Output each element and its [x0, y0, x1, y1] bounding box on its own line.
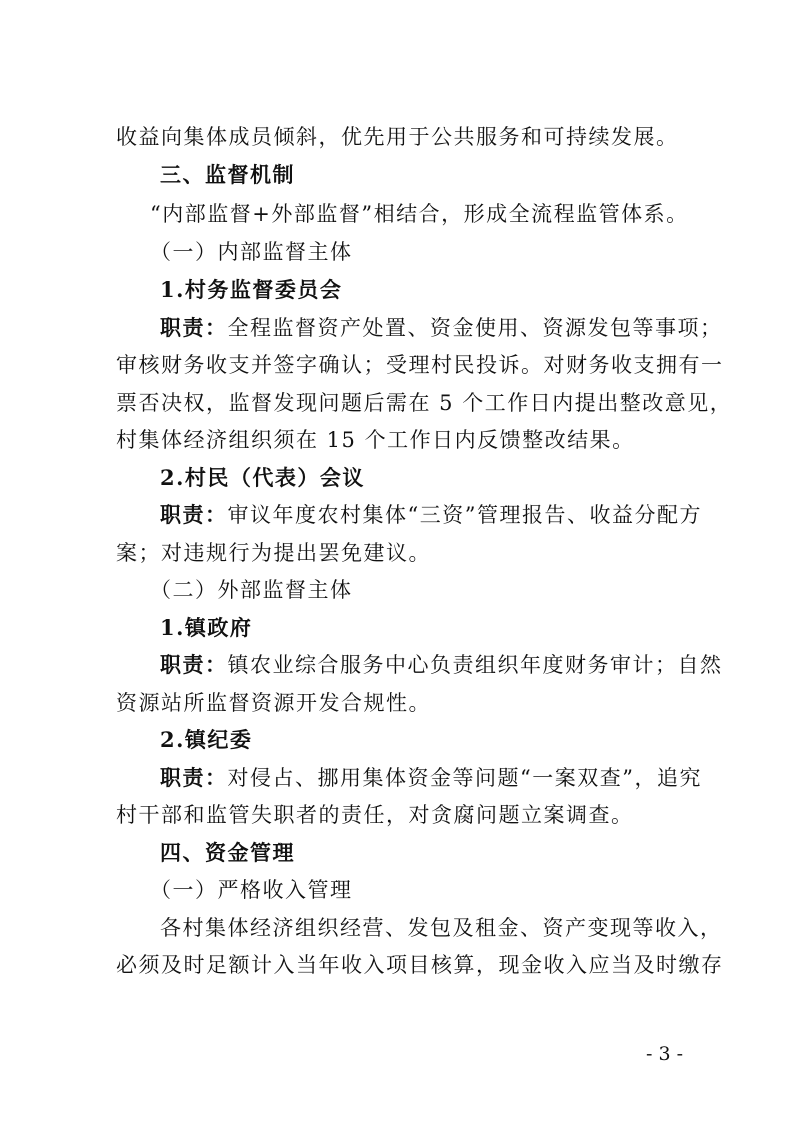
paragraph-line: 村干部和监管失职者的责任，对贪腐问题立案调查。	[116, 803, 634, 827]
paragraph-line: 票否决权，监督发现问题后需在 5 个工作日内提出整改意见，	[116, 391, 733, 415]
duty-label: 职责：	[160, 652, 228, 677]
paragraph-line: 审核财务收支并签字确认；受理村民投诉。对财务收支拥有一	[116, 353, 724, 377]
section-heading-4: 四、资金管理	[160, 841, 295, 865]
paragraph-line	[160, 763, 793, 793]
paragraph-line: “内部监督+外部监督”相结合，形成全流程监管体系。	[150, 202, 689, 226]
duty-label: 职责：	[160, 502, 228, 527]
subsection-heading: （一）内部监督主体	[150, 240, 353, 264]
section-heading-3: 三、监督机制	[160, 163, 295, 187]
paragraph-line: 各村集体经济组织经营、发包及租金、资产变现等收入，	[160, 916, 723, 940]
subsection-heading: （一）严格收入管理	[150, 878, 353, 902]
paragraph-line	[160, 650, 793, 680]
page-number: - 3 -	[646, 1043, 684, 1065]
paragraph-line: 案；对违规行为提出罢免建议。	[116, 541, 431, 565]
duty-label: 职责：	[160, 315, 228, 340]
paragraph-line	[160, 500, 793, 530]
paragraph-line: 收益向集体成员倾斜，优先用于公共服务和可持续发展。	[116, 125, 679, 149]
paragraph-text: 对侵占、挪用集体资金等问题“一案双查”，追究	[227, 766, 702, 790]
paragraph-line: 必须及时足额计入当年收入项目核算，现金收入应当及时缴存	[116, 953, 724, 977]
paragraph-text: 镇农业综合服务中心负责组织年度财务审计；自然	[227, 653, 723, 677]
duty-label: 职责：	[160, 765, 228, 790]
item-heading: 2.村民（代表）会议	[160, 465, 365, 490]
paragraph-line: 村集体经济组织须在 15 个工作日内反馈整改结果。	[116, 428, 635, 452]
paragraph-line	[160, 313, 793, 343]
paragraph-text: 审议年度农村集体“三资”管理报告、收益分配方	[227, 503, 702, 527]
paragraph-line: 资源站所监督资源开发合规性。	[116, 691, 431, 715]
subsection-heading: （二）外部监督主体	[150, 578, 353, 602]
item-heading: 1.镇政府	[160, 615, 253, 640]
paragraph-text: 全程监督资产处置、资金使用、资源发包等事项；	[227, 316, 723, 340]
item-heading: 2.镇纪委	[160, 727, 253, 752]
item-heading: 1.村务监督委员会	[160, 277, 343, 302]
